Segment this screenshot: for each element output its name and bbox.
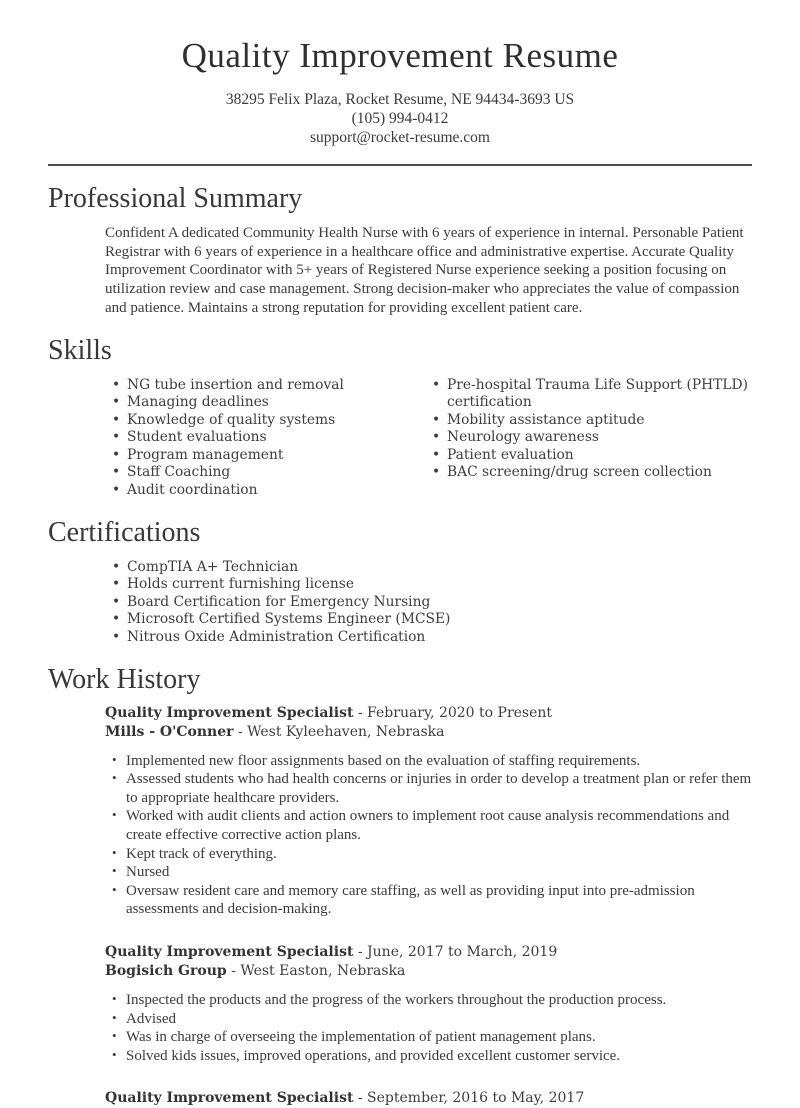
job-dates: - February, 2020 to Present: [357, 704, 553, 721]
contact-email: support@rocket-resume.com: [310, 129, 490, 146]
job-bullet: • Nursed: [112, 863, 752, 882]
certification-item: • Nitrous Oxide Administration Certification: [112, 629, 752, 647]
job-title: Quality Improvement Specialist: [105, 1090, 354, 1107]
summary-text: Confident A dedicated Community Health Nurse with 6 years of experience in internal. Personable Patient Registrar with 6 years of experience in a healthcare office and administrative expertise. Accurate Quality Improvement Coordinator with 5+ years of Registered Nurse experience seeking a position focusing on utilization review and case management. Strong decision-maker who appreciates the value of compassion and patience. Maintains a strong reputation for providing excellent patient care.: [105, 225, 744, 316]
work-history-heading: Work History: [48, 663, 201, 695]
job-company-line: [105, 723, 752, 742]
skill-item: • Program management: [112, 447, 432, 465]
job-header: [105, 1089, 752, 1108]
skills-columns: [112, 377, 752, 500]
job-bullet: • Implemented new floor assignments based on the evaluation of staffing requirements.: [112, 752, 752, 771]
skill-item: • BAC screening/drug screen collection: [432, 464, 752, 482]
job-entry: [48, 1089, 752, 1108]
certifications-list: [112, 559, 752, 647]
job-bullet-list: [112, 991, 752, 1065]
job-bullet: • Assessed students who had health concerns or injuries in order to develop a treatment plan or refer them to appropriate healthcare providers.: [112, 770, 752, 807]
job-company-line: [105, 962, 752, 981]
skill-item: • Managing deadlines: [112, 394, 432, 412]
job-title-line: [105, 943, 752, 962]
certification-item: • Board Certification for Emergency Nursing: [112, 594, 752, 612]
job-bullet: • Inspected the products and the progress of the workers throughout the production process.: [112, 991, 752, 1010]
skill-item: • Staff Coaching: [112, 464, 432, 482]
skill-item: • Pre-hospital Trauma Life Support (PHTLD) certification: [432, 377, 752, 412]
section-divider: [48, 164, 752, 166]
certification-item: • CompTIA A+ Technician: [112, 559, 752, 577]
job-header: [105, 943, 752, 981]
job-bullet-list: [112, 752, 752, 919]
job-title: Quality Improvement Specialist: [105, 704, 354, 721]
job-bullet: • Oversaw resident care and memory care staffing, as well as providing input into pre-admission assessments and decision-making.: [112, 882, 752, 919]
skill-item: • Knowledge of quality systems: [112, 412, 432, 430]
contact-phone: (105) 994-0412: [351, 110, 449, 127]
certification-item: • Holds current furnishing license: [112, 576, 752, 594]
job-title: Quality Improvement Specialist: [105, 943, 354, 960]
skill-item: • NG tube insertion and removal: [112, 377, 432, 395]
resume-header: [48, 36, 752, 147]
job-bullet: • Worked with audit clients and action owners to implement root cause analysis recommendations and create effective corrective action plans.: [112, 807, 752, 844]
job-title-line: [105, 704, 752, 723]
resume-title: Quality Improvement Resume: [181, 36, 619, 75]
job-company: Mills - O'Conner: [105, 723, 234, 740]
job-location: - West Easton, Nebraska: [231, 962, 406, 979]
job-bullet: • Advised: [112, 1010, 752, 1029]
job-bullet: • Solved kids issues, improved operations, and provided excellent customer service.: [112, 1047, 752, 1066]
skill-item: • Neurology awareness: [432, 429, 752, 447]
job-header: [105, 704, 752, 742]
summary-heading: Professional Summary: [48, 183, 303, 214]
skills-list-left: [112, 377, 432, 500]
job-dates: - June, 2017 to March, 2019: [357, 943, 558, 960]
job-location: - West Kyleehaven, Nebraska: [237, 723, 445, 740]
job-title-line: [105, 1089, 752, 1108]
job-entry: [48, 704, 752, 919]
certifications-heading: Certifications: [48, 516, 201, 548]
skill-item: • Mobility assistance aptitude: [432, 412, 752, 430]
job-entry: [48, 943, 752, 1065]
job-bullet: • Was in charge of overseeing the implementation of patient management plans.: [112, 1028, 752, 1047]
skill-item: • Student evaluations: [112, 429, 432, 447]
skills-heading: Skills: [48, 334, 112, 366]
certification-item: • Microsoft Certified Systems Engineer (MCSE): [112, 611, 752, 629]
skill-item: • Audit coordination: [112, 482, 432, 500]
job-company: Bogisich Group: [105, 962, 227, 979]
skills-list-right: [432, 377, 752, 500]
job-dates: - September, 2016 to May, 2017: [357, 1090, 585, 1107]
job-bullet: • Kept track of everything.: [112, 845, 752, 864]
contact-address: 38295 Felix Plaza, Rocket Resume, NE 94434-3693 US: [225, 91, 575, 108]
skill-item: • Patient evaluation: [432, 447, 752, 465]
